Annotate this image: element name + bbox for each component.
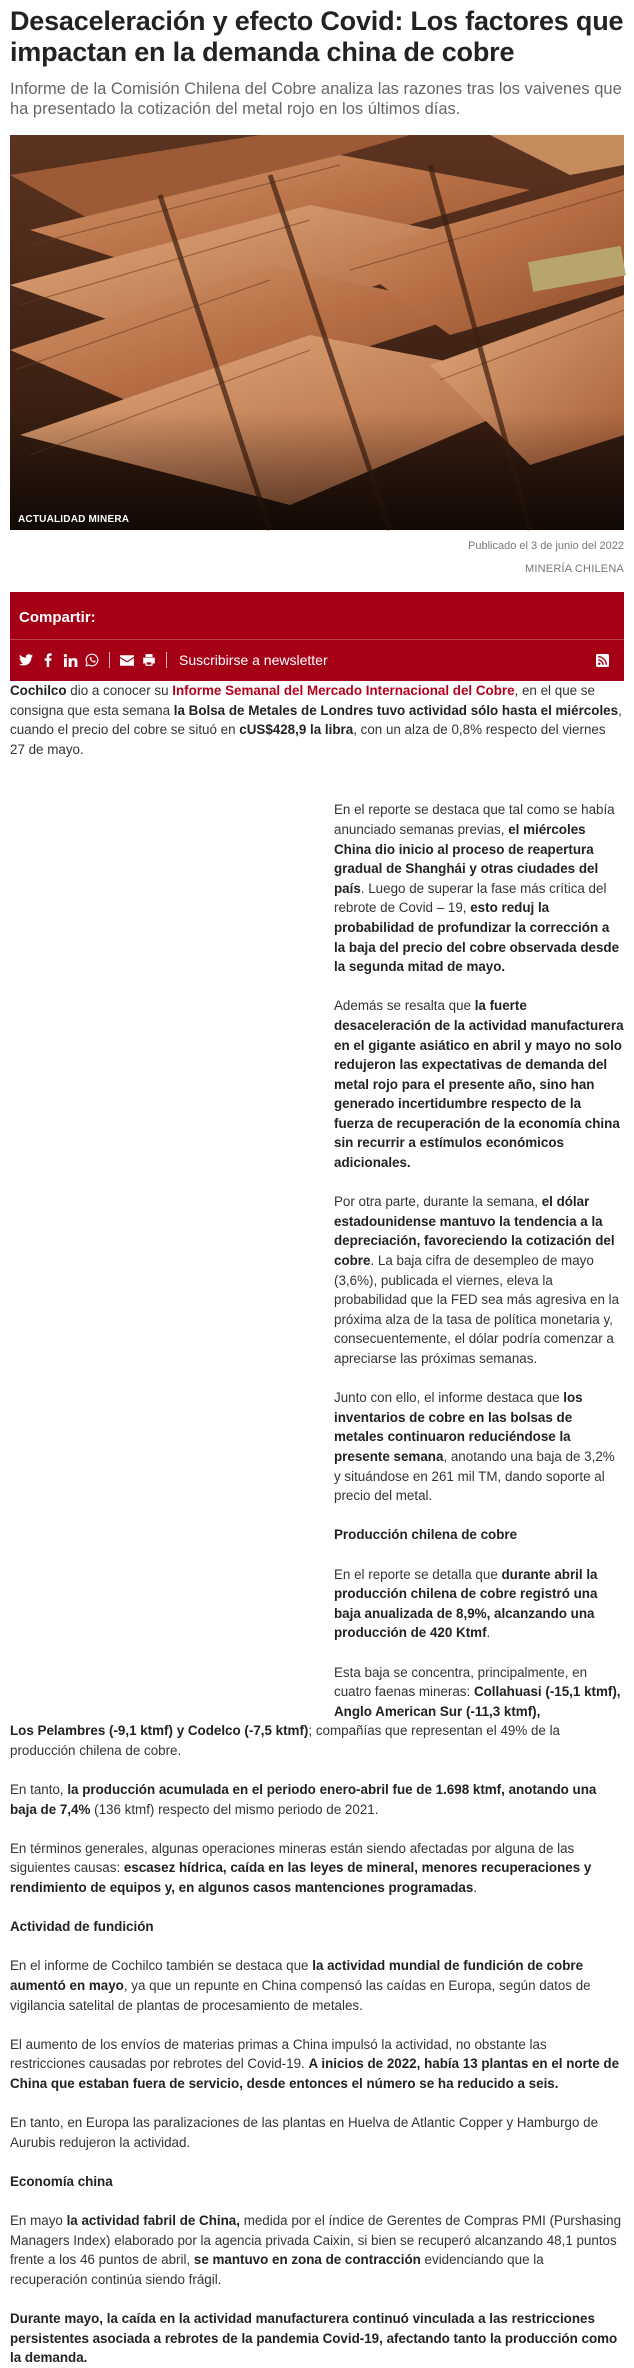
p1-text-2: , en el que se consigna que esta semana	[10, 683, 595, 718]
p1-text-3: , cuando el precio del cobre se situó en	[10, 702, 622, 738]
rss-icon[interactable]	[594, 652, 610, 668]
share-separator	[109, 652, 110, 668]
email-icon[interactable]	[119, 652, 135, 668]
hero-image	[10, 135, 624, 530]
paragraph-dollar	[334, 1192, 624, 1368]
share-bar	[10, 592, 624, 681]
p8-bold: la producción acumulada en el periodo enero-abril fue de 1.698 ktmf, anotando una baja de 7,4%	[10, 1782, 597, 1817]
whatsapp-icon[interactable]	[84, 652, 100, 668]
p10-bold: la actividad mundial de fundición de cobre aumentó en mayo	[10, 1958, 584, 1993]
section-heading-smelting: Actividad de fundición	[10, 1919, 154, 1935]
p6-text-2: .	[486, 1625, 491, 1641]
article-source[interactable]: MINERÍA CHILENA	[525, 563, 624, 575]
p13-bold-2: se mantuvo en zona de contracción	[193, 2252, 421, 2268]
print-icon[interactable]	[141, 652, 157, 668]
share-divider	[10, 639, 624, 640]
p1-text: dio a conocer su	[66, 683, 173, 698]
p7-bold: Collahuasi (-15,1 ktmf), Anglo American Sur (-11,3 ktmf),	[334, 1684, 621, 1719]
p7-text: Esta baja se concentra, principalmente, en cuatro faenas mineras:	[334, 1664, 588, 1700]
paragraph-intro	[10, 681, 624, 759]
p3-text: Además se resalta que	[334, 998, 475, 1014]
p7-text-2: ; compañías que representan el 49% de la producción chilena de cobre.	[10, 1723, 561, 1758]
publish-date: Publicado el 3 de junio del 2022	[468, 540, 624, 552]
p11-text: El aumento de los envíos de materias primas a China impulsó la actividad, no obstante las restricciones causadas por rebrotes del Covid-19.	[10, 2036, 547, 2072]
p4-bold: el dólar estadounidense mantuvo la tendencia a la depreciación, favoreciendo la cotización del cobre	[334, 1194, 615, 1269]
paragraph-europe: En tanto, en Europa las paralizaciones de las plantas en Huelva de Atlantic Copper y Hamburgo de Aurubis redujeron la actividad.	[10, 2115, 599, 2150]
section-heading-economy: Economía china	[10, 2173, 113, 2189]
p1-text-4: , con un alza de 0,8% respecto del viernes 27 de mayo.	[10, 722, 606, 757]
full-width-column	[10, 1721, 624, 2368]
p2-bold-2: esto reduj la probabilidad de profundizar la corrección a la baja del precio del cobre observada desde la segunda mitad de mayo.	[334, 900, 620, 975]
report-link[interactable]: Informe Semanal del Mercado Internacional del Cobre	[172, 683, 515, 698]
p2-text: En el reporte se destaca que tal como se había anunciado semanas previas,	[334, 802, 615, 837]
paragraph-mines-cont	[10, 1721, 624, 1760]
paragraph-accumulated	[10, 1780, 624, 1819]
twitter-icon[interactable]	[18, 652, 34, 668]
p13-text: En mayo	[10, 2213, 67, 2229]
paragraph-mines	[334, 1663, 624, 1722]
newsletter-link[interactable]: Suscribirse a newsletter	[179, 652, 328, 668]
p4-text-2: . La baja cifra de desempleo de mayo (3,6%), publicada el viernes, eleva la probabilidad que la FED sea más agresiva en la próxima alza de la tasa de política monetaria y, consecuentemente, el dólar podría comenzar a apreciarse las próximas semanas.	[334, 1253, 620, 1366]
p2-text-2: . Luego de superar la fase más crítica del rebrote de Covid – 19,	[334, 880, 607, 916]
article-meta	[10, 539, 624, 576]
category-badge[interactable]: ACTUALIDAD MINERA	[18, 514, 130, 525]
p6-text: En el reporte se detalla que	[334, 1566, 502, 1582]
p5-text: Junto con ello, el informe destaca que	[334, 1390, 564, 1406]
p6-bold: durante abril la producción chilena de cobre registró una baja anualizada de 8,9%, alcanzando una producción de 420 Ktmf	[334, 1566, 598, 1641]
p9-text: En términos generales, algunas operaciones mineras están siendo afectadas por alguna de las siguientes causas:	[10, 1840, 575, 1876]
article-title: Desaceleración y efecto Covid: Los factores que impactan en la demanda china de cobre	[10, 6, 624, 67]
paragraph-inventories	[334, 1388, 624, 1506]
p5-text-2: , anotando una baja de 3,2% y situándose en 261 mil TM, dando soporte al precio del metal.	[334, 1448, 615, 1504]
p13-text-2: medida por el índice de Gerentes de Compras PMI (Purshasing Managers Index) elaborado por la agencia privada Caixin, si bien se recuperó alcanzando 48,1 puntos frente a los 46 puntos de abril,	[10, 2213, 622, 2268]
p3-bold: la fuerte desaceleración de la actividad manufacturera en el gigante asiático en abril y mayo no solo redujeron las expectativas de demanda del metal rojo para el presente año, sino han generado incertidumbre respecto de la fuerza de recuperación de la economía china sin recurrir a estímulos económicos adicionales.	[334, 998, 624, 1171]
share-separator-2	[166, 652, 167, 668]
p4-text: Por otra parte, durante la semana,	[334, 1194, 542, 1210]
p8-text-2: (136 ktmf) respecto del mismo periodo de 2021.	[90, 1801, 379, 1817]
paragraph-reopening	[334, 800, 624, 976]
article-subtitle: Informe de la Comisión Chilena del Cobre analiza las razones tras los vaivenes que ha presentado la cotización del metal rojo en los últimos días.	[10, 80, 622, 118]
p7-bold-2: Los Pelambres (-9,1 ktmf) y Codelco (-7,5 ktmf)	[10, 1723, 309, 1739]
p5-bold: los inventarios de cobre en las bolsas de metales continuaron reduciéndose la presente semana	[334, 1390, 583, 1464]
p14-bold: Durante mayo, la caída en la actividad manufacturera continuó vinculada a las restricciones persistentes asociada a rebrotes de la pandemia Covid-19, afectando tanto la producción como la demanda.	[10, 2311, 618, 2366]
facebook-icon[interactable]	[40, 652, 56, 668]
p9-bold: escasez hídrica, caída en las leyes de mineral, menores recuperaciones y rendimiento de equipos y, en algunos casos mantenciones programadas	[10, 1860, 592, 1896]
share-label: Compartir:	[19, 609, 96, 626]
paragraph-shipments	[10, 2035, 624, 2094]
p9-text-2: .	[473, 1880, 478, 1896]
paragraph-smelting	[10, 1956, 624, 2015]
indented-column	[334, 800, 624, 1721]
linkedin-icon[interactable]	[62, 652, 78, 668]
paragraph-causes	[10, 1839, 624, 1898]
p1-bold: la Bolsa de Metales de Londres tuvo actividad sólo hasta el miércoles	[173, 702, 619, 718]
p8-text: En tanto,	[10, 1782, 68, 1798]
paragraph-pmi	[10, 2211, 624, 2289]
section-heading-production: Producción chilena de cobre	[334, 1527, 518, 1543]
p1-price: cUS$428,9 la libra	[239, 722, 354, 738]
p13-text-3: evidenciando que la recuperación continúa siendo frágil.	[10, 2252, 544, 2287]
p13-bold: la actividad fabril de China,	[66, 2213, 240, 2229]
p2-bold: el miércoles China dio inicio al proceso de reapertura gradual de Shanghái y otras ciudades del país	[334, 821, 599, 896]
share-actions	[18, 648, 616, 672]
p11-bold: A inicios de 2022, había 13 plantas en el norte de China que estaban fuera de servicio, desde entonces el número se ha reducido a seis.	[10, 2056, 620, 2091]
paragraph-production	[334, 1565, 624, 1643]
paragraph-may-restrictions	[10, 2309, 624, 2368]
cochilco-text: Cochilco	[10, 683, 67, 698]
paragraph-slowdown	[334, 996, 624, 1172]
article-body	[10, 681, 624, 2368]
copper-cathodes-photo	[10, 135, 624, 530]
p10-text-2: , ya que un repunte en China compensó las caídas en Europa, según datos de vigilancia satelital de plantas de procesamiento de metales.	[10, 1978, 591, 2013]
p10-text: En el informe de Cochilco también se destaca que	[10, 1958, 313, 1974]
